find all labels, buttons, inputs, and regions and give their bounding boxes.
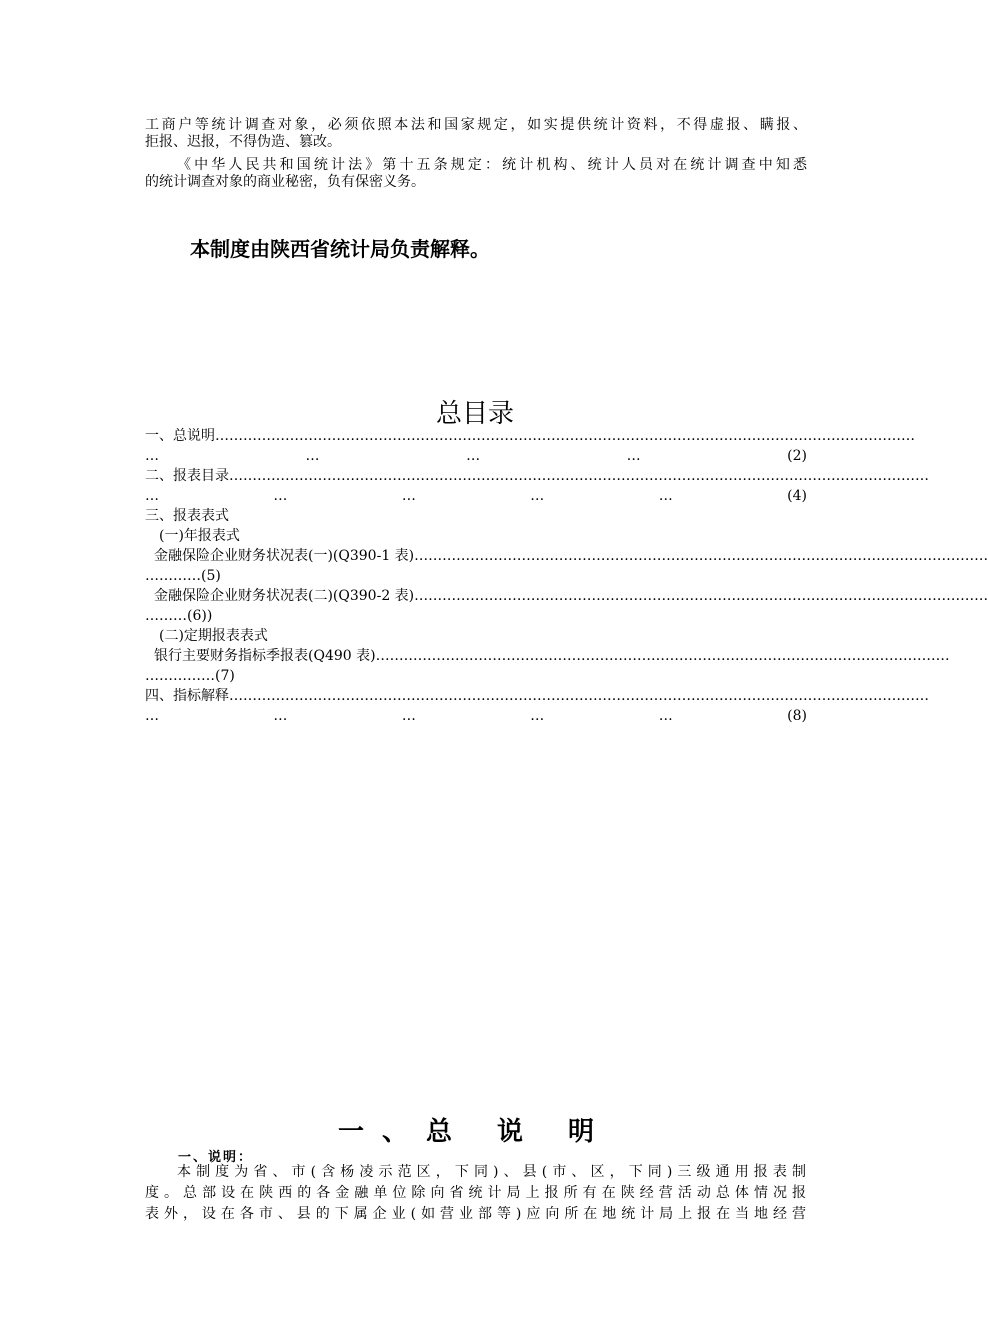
toc-item-4-page: (8) bbox=[787, 708, 807, 724]
toc-marker: … bbox=[305, 448, 320, 464]
toc-item-3-sub-2-a-page: ……………(7) bbox=[145, 668, 235, 684]
toc-marker: … bbox=[626, 448, 641, 464]
toc-marker: … bbox=[658, 488, 673, 504]
toc-item-4-continuation bbox=[145, 708, 807, 724]
interpretation-note: 本制度由陕西省统计局负责解释。 bbox=[190, 237, 490, 261]
toc-leader-dots: …………………………………………………………………………………………………………………………………… bbox=[215, 428, 915, 444]
toc-title: 总目录 bbox=[435, 399, 514, 429]
toc-item-3-sub-1[interactable]: (一)年报表式 bbox=[159, 528, 240, 544]
toc-item-1-continuation bbox=[145, 448, 807, 464]
toc-item-3-sub-2-a[interactable] bbox=[145, 648, 950, 664]
toc-item-3-sub-1-a[interactable] bbox=[145, 548, 988, 564]
toc-item-2-label: 二、报表目录 bbox=[145, 468, 229, 484]
section-sub-heading: 一、说明： bbox=[178, 1150, 254, 1165]
toc-item-3-sub-1-b[interactable] bbox=[145, 588, 988, 604]
toc-leader-dots: …………………………………………………………………………………………………………… bbox=[414, 588, 988, 604]
toc-item-1-page: (2) bbox=[787, 448, 807, 464]
toc-marker: … bbox=[401, 488, 416, 504]
toc-leader-dots: …………………………………………………………………………………………………………… bbox=[375, 648, 950, 664]
toc-item-3-label[interactable]: 三、报表表式 bbox=[145, 508, 229, 524]
section-paragraph-line-1: 本制度为省、市(含杨凌示范区，下同)、县(市、区，下同)三级通用报表制 bbox=[177, 1164, 807, 1180]
toc-marker: … bbox=[273, 708, 288, 724]
toc-leader-dots: …………………………………………………………………………………………………………………………………… bbox=[229, 688, 929, 704]
toc-leader-dots: …………………………………………………………………………………………………………… bbox=[414, 548, 988, 564]
toc-item-2-continuation bbox=[145, 488, 807, 504]
toc-item-3-sub-1-b-label: 金融保险企业财务状况表(二)(Q390-2 表) bbox=[154, 588, 415, 604]
toc-item-3-sub-2[interactable]: (二)定期报表表式 bbox=[159, 628, 268, 644]
toc-item-3-sub-1-a-label: 金融保险企业财务状况表(一)(Q390-1 表) bbox=[154, 548, 415, 564]
intro-line-2: 拒报、迟报，不得伪造、篡改。 bbox=[145, 134, 341, 150]
toc-item-3-sub-1-a-page: …………(5) bbox=[145, 568, 221, 584]
toc-marker: … bbox=[145, 488, 159, 504]
toc-marker: … bbox=[658, 708, 673, 724]
toc-leader-dots: …………………………………………………………………………………………………………………………………… bbox=[229, 468, 929, 484]
toc-marker: … bbox=[466, 448, 481, 464]
toc-marker: … bbox=[145, 708, 159, 724]
toc-marker: … bbox=[145, 448, 159, 464]
section-paragraph-line-2: 度。总部设在陕西的各金融单位除向省统计局上报所有在陕经营活动总体情况报 bbox=[145, 1185, 807, 1201]
toc-marker: … bbox=[273, 488, 288, 504]
toc-item-4[interactable] bbox=[145, 688, 929, 704]
toc-item-4-label: 四、指标解释 bbox=[145, 688, 229, 704]
toc-item-2[interactable] bbox=[145, 468, 929, 484]
intro-line-4: 的统计调查对象的商业秘密，负有保密义务。 bbox=[145, 174, 425, 190]
toc-item-1[interactable] bbox=[145, 428, 915, 444]
toc-marker: … bbox=[401, 708, 416, 724]
toc-item-3-sub-1-b-page: ………(6)) bbox=[145, 608, 213, 624]
section-paragraph-line-3: 表外，设在各市、县的下属企业(如营业部等)应向所在地统计局上报在当地经营 bbox=[145, 1206, 807, 1222]
toc-item-1-label: 一、总说明 bbox=[145, 428, 215, 444]
section-title bbox=[0, 1111, 950, 1148]
toc-item-3-sub-2-a-label: 银行主要财务指标季报表(Q490 表) bbox=[154, 648, 376, 664]
section-title-text: 一、总 说 明 bbox=[337, 1117, 613, 1147]
intro-line-3: 《中华人民共和国统计法》第十五条规定：统计机构、统计人员对在统计调查中知悉 bbox=[177, 157, 807, 173]
intro-line-1: 工商户等统计调查对象，必须依照本法和国家规定，如实提供统计资料，不得虚报、瞒报、 bbox=[145, 117, 807, 133]
toc-marker: … bbox=[530, 708, 545, 724]
toc-item-2-page: (4) bbox=[787, 488, 807, 504]
toc-marker: … bbox=[530, 488, 545, 504]
